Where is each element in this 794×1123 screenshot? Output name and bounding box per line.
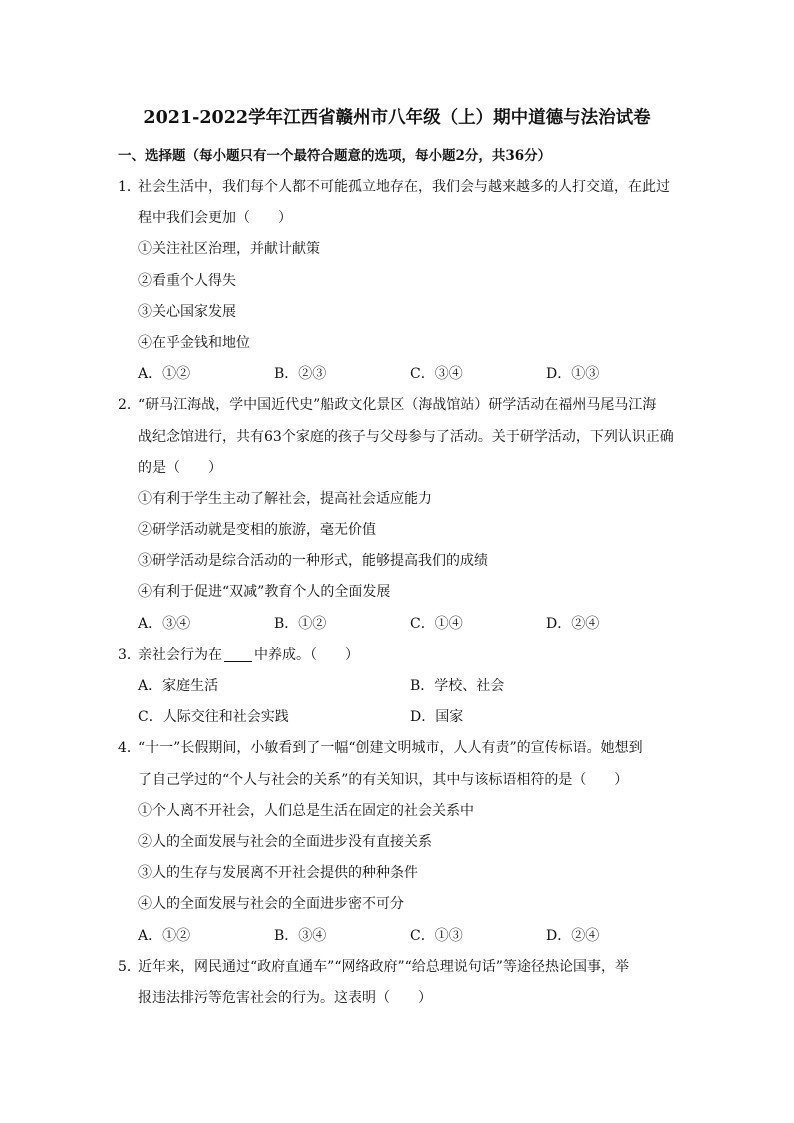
question-number: 4． xyxy=(118,740,141,757)
option-a: A．家庭生活 xyxy=(138,678,219,694)
fill-blank xyxy=(224,647,252,662)
question-stem: 近年来，网民通过“政府直通车”“网络政府”“给总理说句话”等途径热论国事，举 xyxy=(138,958,629,975)
option-c: C．人际交往和社会实践 xyxy=(138,709,289,726)
option-a: A．①② xyxy=(138,366,191,383)
option-b: B．③④ xyxy=(274,927,327,944)
section-heading: 一、选择题（每小题只有一个最符合题意的选项，每小题2分，共36分） xyxy=(118,148,552,164)
question-stem: 的是（ ） xyxy=(138,459,222,476)
question-number: 5． xyxy=(118,958,141,975)
answer-options xyxy=(118,921,688,952)
question-stem: 报违法排污等危害社会的行为。这表明（ ） xyxy=(138,989,432,1006)
option-d: D．国家 xyxy=(410,709,464,726)
option-a: A．①② xyxy=(138,927,191,944)
answer-options xyxy=(118,359,688,390)
question-stem: “十一”长假期间，小敏看到了一幅“创建文明城市，人人有责”的宣传标语。她想到 xyxy=(138,740,643,757)
answer-options xyxy=(118,609,688,640)
question-stem: “研马江海战，学中国近代史”船政文化景区（海战馆站）研学活动在福州马尾马江海 xyxy=(138,397,657,414)
option-c: C．①③ xyxy=(410,927,463,944)
question-number: 3． xyxy=(118,646,141,663)
statement-item: ①有利于学生主动了解社会，提高社会适应能力 xyxy=(138,490,432,507)
question-stem: 了自己学过的“个人与社会的关系”的有关知识，其中与该标语相符的是（ ） xyxy=(138,771,629,788)
question-number: 1． xyxy=(118,179,141,195)
question-2 xyxy=(118,390,688,640)
option-c: C．①④ xyxy=(410,615,463,632)
option-b: B．②③ xyxy=(274,366,327,383)
option-d: D．②④ xyxy=(546,927,600,944)
statement-item: ②看重个人得失 xyxy=(138,272,236,289)
answer-options xyxy=(118,671,688,702)
option-d: D．②④ xyxy=(546,615,600,632)
question-stem: 战纪念馆进行，共有63个家庭的孩子与父母参与了活动。关于研学活动，下列认识正确 xyxy=(138,428,674,445)
question-stem: 社会生活中，我们每个人都不可能孤立地存在，我们会与越来越多的人打交道，在此过 xyxy=(138,179,670,195)
question-3 xyxy=(118,640,688,734)
question-5 xyxy=(118,952,688,1014)
option-b: B．学校、社会 xyxy=(410,678,505,694)
statement-item: ②研学活动就是变相的旅游，毫无价值 xyxy=(138,522,376,539)
option-a: A．③④ xyxy=(138,615,191,632)
question-list xyxy=(118,172,688,1014)
statement-item: ④在乎金钱和地位 xyxy=(138,334,250,351)
statement-item: ③研学活动是综合活动的一种形式，能够提高我们的成绩 xyxy=(138,553,488,570)
option-d: D．①③ xyxy=(546,366,600,383)
question-4 xyxy=(118,733,688,951)
option-b: B．①② xyxy=(274,615,327,632)
statement-item: ③人的生存与发展离不开社会提供的种种条件 xyxy=(138,865,418,882)
statement-item: ④人的全面发展与社会的全面进步密不可分 xyxy=(138,896,404,913)
question-number: 2． xyxy=(118,397,141,414)
question-stem: 程中我们会更加（ ） xyxy=(138,210,292,227)
question-1 xyxy=(118,172,688,390)
statement-item: ①个人离不开社会，人们总是生活在固定的社会关系中 xyxy=(138,802,474,819)
page-title: 2021-2022学年江西省赣州市八年级（上）期中道德与法治试卷 xyxy=(143,108,651,128)
statement-item: ③关心国家发展 xyxy=(138,303,236,320)
statement-item: ④有利于促进“双减”教育个人的全面发展 xyxy=(138,584,391,601)
statement-item: ①关注社区治理，并献计献策 xyxy=(138,241,320,258)
answer-options xyxy=(118,702,688,733)
option-c: C．③④ xyxy=(410,366,463,383)
question-stem: 亲社会行为在 xyxy=(138,646,222,663)
question-stem: 中养成。（ ） xyxy=(254,646,359,663)
statement-item: ②人的全面发展与社会的全面进步没有直接关系 xyxy=(138,833,432,850)
